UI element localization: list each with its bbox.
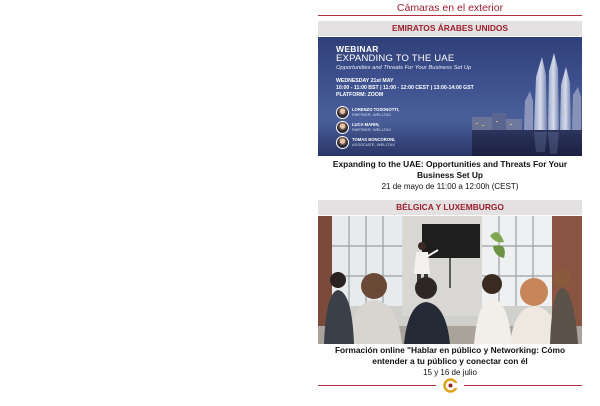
seminar-photo-illustration — [318, 216, 582, 344]
footer-rule-left — [318, 385, 436, 386]
city-skyline-illustration — [472, 37, 582, 156]
banner-date: WEDNESDAY 21st MAY — [336, 78, 394, 84]
event-card-belgium[interactable] — [318, 345, 582, 378]
speaker-role: PARTNER, WELLTAX — [352, 112, 392, 117]
banner-headline: EXPANDING TO THE UAE — [336, 53, 455, 64]
speaker-avatar — [336, 136, 349, 149]
section-bar-belgium-luxembourg: BÉLGICA Y LUXEMBURGO — [318, 200, 582, 215]
speaker-2 — [336, 121, 456, 133]
banner-label: WEBINAR — [336, 44, 379, 54]
webinar-banner[interactable] — [318, 37, 582, 156]
page-header-title: Cámaras en el exterior — [396, 2, 504, 14]
event-date: 21 de mayo de 11:00 a 12:00h (CEST) — [381, 182, 519, 191]
speaker-avatar — [336, 121, 349, 134]
speaker-role: PARTNER, WELLTAX — [352, 127, 392, 132]
footer-rule-right — [464, 385, 582, 386]
speaker-avatar — [336, 106, 349, 119]
banner-time: 10:00 - 11:00 BST | 11:00 - 12:00 CEST | 13:00-14:00 GST — [336, 85, 474, 91]
chamber-logo-icon — [443, 378, 458, 393]
banner-tagline: Opportunities and Threats For Your Business Set Up — [336, 65, 472, 71]
event-title[interactable]: Formación online "Hablar en público y Networking: Cómo entender a tu público y conectar con él — [334, 345, 566, 366]
event-card-uae[interactable] — [318, 159, 582, 192]
seminar-photo[interactable] — [318, 216, 582, 344]
event-title[interactable]: Expanding to the UAE: Opportunities and Threats For Your Business Set Up — [332, 159, 568, 180]
speaker-1 — [336, 106, 456, 118]
banner-platform: PLATFORM: ZOOM — [336, 92, 384, 98]
speaker-role: ASSOCIATE, WELLTAX — [352, 142, 395, 147]
speaker-name: LORENZO TOSONOTTI, — [352, 107, 400, 112]
speaker-name: LUCA MARIN, — [352, 122, 380, 127]
event-date: 15 y 16 de julio — [423, 368, 477, 377]
header-rule — [318, 15, 582, 16]
page — [318, 0, 582, 406]
section-bar-uae: EMIRATOS ÁRABES UNIDOS — [318, 21, 582, 36]
speaker-name: TOMAS BONCORONI, — [352, 137, 396, 142]
speaker-3 — [336, 136, 456, 148]
